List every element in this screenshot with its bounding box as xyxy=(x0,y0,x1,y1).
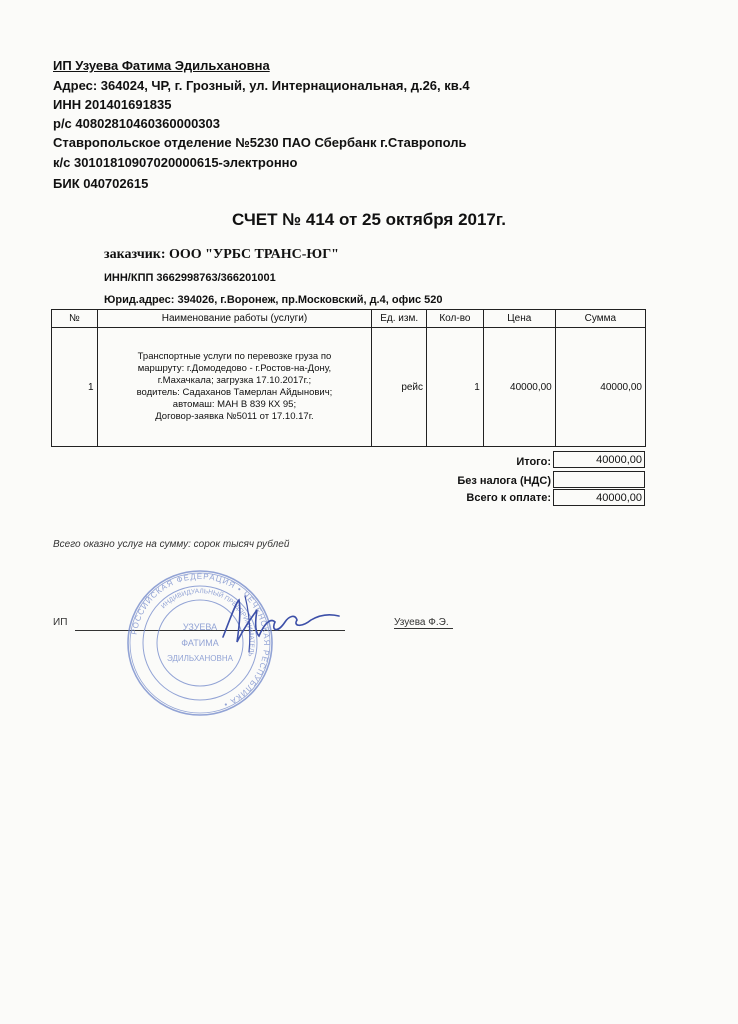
header-name: Наименование работы (услуги) xyxy=(97,310,372,328)
signature-right-name: Узуева Ф.Э. xyxy=(394,617,453,629)
stamp-center-line: УЗУЕВА xyxy=(182,622,218,632)
row-name-line: автомаш: МАН В 839 КХ 95; xyxy=(172,399,297,410)
row-name-line: маршруту: г.Домодедово - г.Ростов-на-Дону, xyxy=(137,363,332,374)
row-sum: 40000,00 xyxy=(555,328,645,447)
stamp-inner-text: ИНДИВИДУАЛЬНЫЙ ПРЕДПРИНИМАТЕЛЬ xyxy=(160,587,256,658)
stamp-center-line: ФАТИМА xyxy=(181,638,219,648)
customer-name: заказчик: ООО "УРБС ТРАНС-ЮГ" xyxy=(104,247,339,262)
customer-inn-kpp: ИНН/КПП 3662998763/366201001 xyxy=(104,272,276,284)
stamp-center-line: ЭДИЛЬХАНОВНА xyxy=(167,654,233,663)
row-num: 1 xyxy=(52,328,98,447)
seller-corr-account: к/с 30101810907020000615-электронно xyxy=(53,155,298,170)
row-name-line: г.Махачкала; загрузка 17.10.2017г.; xyxy=(157,375,312,386)
vat-label: Без налога (НДС) xyxy=(457,475,551,487)
seller-bik: БИК 040702615 xyxy=(53,176,149,191)
sum-in-words: Всего оказно услуг на сумму: сорок тысяч рублей xyxy=(53,539,290,550)
stamp-outer-text: РОССИЙСКАЯ ФЕДЕРАЦИЯ • ЧЕЧЕНСКАЯ РЕСПУБЛИКА • xyxy=(129,571,272,710)
handwritten-signature xyxy=(215,592,345,662)
seller-bank: Ставропольское отделение №5230 ПАО Сбербанк г.Ставрополь xyxy=(53,135,467,150)
seller-account: р/с 40802810460360000303 xyxy=(53,116,220,131)
row-name-line: Договор-заявка №5011 от 17.10.17г. xyxy=(155,411,314,422)
header-price: Цена xyxy=(483,310,555,328)
total-label: Итого: xyxy=(516,456,551,468)
seller-inn: ИНН 201401691835 xyxy=(53,97,172,112)
signature-left-label: ИП xyxy=(53,617,68,628)
row-price: 40000,00 xyxy=(483,328,555,447)
seller-address: Адрес: 364024, ЧР, г. Грозный, ул. Интернациональная, д.26, кв.4 xyxy=(53,78,470,93)
header-sum: Сумма xyxy=(555,310,645,328)
vat-value xyxy=(553,471,645,488)
row-name-line: водитель: Садаханов Тамерлан Айдынович; xyxy=(136,387,333,398)
row-qty: 1 xyxy=(427,328,484,447)
row-unit: рейс xyxy=(372,328,427,447)
row-name-line: Транспортные услуги по перевозке груза по xyxy=(137,351,332,362)
pay-label: Всего к оплате: xyxy=(466,492,551,504)
header-qty: Кол-во xyxy=(427,310,484,328)
invoice-title: СЧЕТ № 414 от 25 октября 2017г. xyxy=(231,210,506,229)
customer-address: Юрид.адрес: 394026, г.Воронеж, пр.Московский, д.4, офис 520 xyxy=(104,294,443,306)
items-table xyxy=(51,309,646,447)
pay-value: 40000,00 xyxy=(553,489,645,506)
table-header-row xyxy=(52,310,646,328)
seller-name: ИП Узуева Фатима Эдильхановна xyxy=(53,58,270,73)
table-row xyxy=(52,328,646,447)
header-num: № xyxy=(52,310,98,328)
row-name xyxy=(97,328,372,447)
header-unit: Ед. изм. xyxy=(372,310,427,328)
total-value: 40000,00 xyxy=(553,451,645,468)
